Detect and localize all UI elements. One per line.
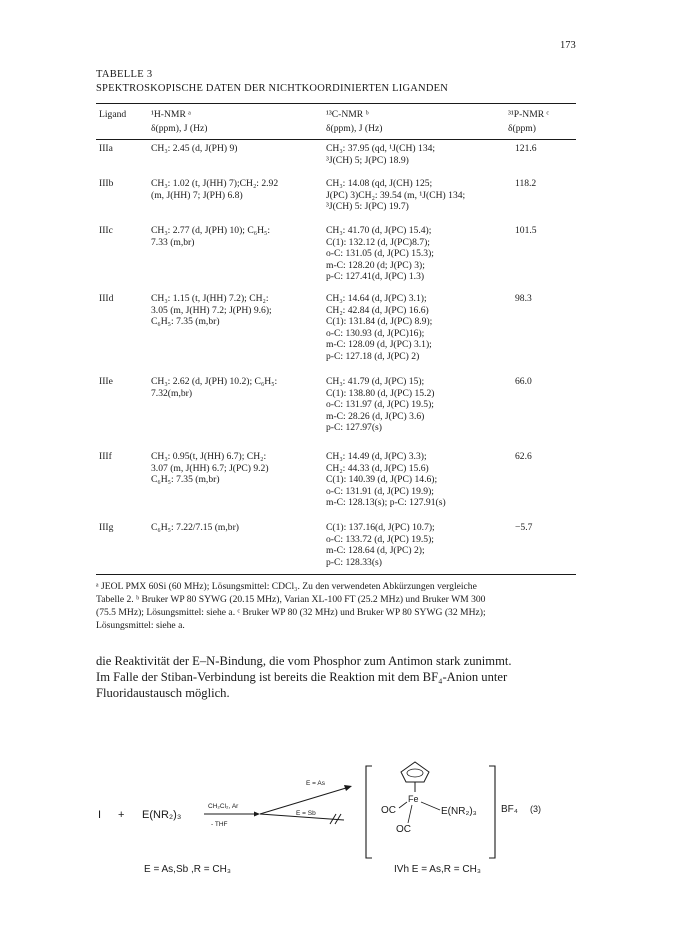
body-paragraph: [96, 653, 586, 701]
cell-h-nmr: [151, 451, 323, 486]
c-nmr-line: C(1): 137.16(d, J(PC) 10.7);: [326, 522, 435, 533]
h-nmr-line: C₆H₅: 7.22/7.15 (m,br): [151, 522, 239, 533]
c-nmr-line: m-C: 128.09 (d, J(PC) 3.1);: [326, 339, 432, 350]
c-nmr-line: J(PC) 3)CH₂: 39.54 (m, ¹J(CH) 134;: [326, 189, 466, 201]
cell-c-nmr: [326, 225, 504, 283]
h-nmr-line: CH₃: 2.45 (d, J(PH) 9): [151, 143, 238, 154]
c-nmr-line: ³J(CH) 5; J(PC) 18.9): [326, 154, 409, 166]
h-nmr-line: CH₃: 2.77 (d, J(PH) 10); C₆H₅:: [151, 225, 271, 236]
complex-metal: Fe: [408, 794, 419, 804]
c-nmr-line: CH₃: 14.08 (qd, J(CH) 125;: [326, 178, 433, 189]
complex-ligand: E(NR₂)₃: [441, 806, 477, 817]
header-p-nmr-units: δ(ppm): [508, 123, 536, 134]
h-nmr-line: 7.33 (m,br): [151, 236, 195, 248]
h-nmr-line: 3.05 (m, J(HH) 7.2; J(PH) 9.6);: [151, 304, 272, 316]
table-title: TABELLE 3: [96, 69, 153, 80]
table-header-rule: [96, 139, 576, 140]
cell-h-nmr: [151, 225, 323, 248]
h-nmr-line: CH₃: 0.95(t, J(HH) 6.7); CH₂:: [151, 451, 267, 462]
header-h-nmr: ¹H-NMR ᵃ: [151, 109, 191, 120]
h-nmr-line: 3.07 (m, J(HH) 6.7; J(PC) 9.2): [151, 462, 269, 474]
cell-h-nmr: [151, 293, 323, 328]
header-c-nmr-units: δ(ppm), J (Hz): [326, 123, 383, 134]
cell-p-nmr: 66.0: [515, 376, 532, 387]
footnote-line: ᵃ JEOL PMX 60Si (60 MHz); Lösungsmittel: CDCl₃. Zu den verwendeten Abkürzungen vergleiche: [96, 581, 477, 592]
c-nmr-line: o-C: 130.93 (d, J(PC)16);: [326, 327, 425, 339]
c-nmr-line: CH₂: 42.84 (d, J(PC) 16.6): [326, 304, 429, 316]
equation-number: (3): [530, 804, 541, 814]
cell-p-nmr: −5.7: [515, 522, 533, 533]
cell-ligand: IIIf: [99, 451, 112, 462]
h-nmr-line: CH₃: 1.15 (t, J(HH) 7.2); CH₂:: [151, 293, 269, 304]
table-footnote: [96, 580, 580, 632]
branch-as-arrowhead: [344, 785, 352, 791]
c-nmr-line: m-C: 128.64 (d, J(PC) 2);: [326, 545, 425, 556]
anion: BF₄: [501, 804, 518, 815]
right-bracket: [489, 766, 495, 858]
table-top-rule: [96, 103, 576, 104]
cyclopentadienyl-ring: [401, 762, 429, 782]
header-h-nmr-units: δ(ppm), J (Hz): [151, 123, 208, 134]
cell-p-nmr: 121.6: [515, 143, 537, 154]
branch-as-label: E = As: [306, 780, 325, 787]
c-nmr-line: ³J(CH) 5: J(PC) 19.7): [326, 201, 409, 212]
cell-ligand: IIId: [99, 293, 114, 304]
cell-p-nmr: 101.5: [515, 225, 537, 236]
ring-aromatic-circle: [407, 769, 423, 777]
cell-ligand: IIIc: [99, 225, 113, 236]
h-nmr-line: C₆H₅: 7.35 (m,br): [151, 474, 220, 485]
c-nmr-line: p-C: 127.41(d, J(PC) 1.3): [326, 271, 425, 282]
cell-p-nmr: 98.3: [515, 293, 532, 304]
table-bottom-rule: [96, 574, 576, 575]
table-subtitle: SPEKTROSKOPISCHE DATEN DER NICHTKOORDINIERTEN LIGANDEN: [96, 83, 448, 94]
cell-ligand: IIIb: [99, 178, 114, 189]
reactant-2: E(NR₂)₃: [142, 809, 182, 821]
cell-ligand: IIIa: [99, 143, 113, 154]
c-nmr-line: o-C: 131.97 (d, J(PC) 19.5);: [326, 399, 434, 410]
fe-co-bond-2: [408, 805, 412, 823]
reaction-equation: [96, 752, 596, 877]
c-nmr-line: C(1): 138.80 (d, J(PC) 15.2): [326, 387, 435, 399]
reaction-scheme: [96, 752, 596, 877]
cell-h-nmr: [151, 376, 323, 399]
c-nmr-line: C(1): 140.39 (d, J(PC) 14.6);: [326, 474, 438, 485]
header-c-nmr: ¹³C-NMR ᵇ: [326, 109, 369, 120]
c-nmr-line: CH₃: 14.64 (d, J(PC) 3.1);: [326, 293, 427, 304]
conditions-top: CH₂Cl₂, Ar: [208, 803, 239, 810]
complex-co-2: OC: [396, 824, 411, 835]
reactant-1: I: [98, 809, 102, 821]
c-nmr-line: CH₂: 44.33 (d, J(PC) 15.6): [326, 462, 429, 474]
arrow-head: [254, 812, 260, 817]
caption-left: E = As,Sb ,R = CH₃: [144, 864, 231, 875]
h-nmr-line: CH₃: 1.02 (t, J(HH) 7);CH₂: 2.92: [151, 178, 279, 189]
c-nmr-line: C(1): 131.84 (d, J(PC) 8.9);: [326, 316, 433, 327]
fe-co-bond-1: [399, 802, 407, 808]
c-nmr-line: o-C: 131.05 (d, J(PC) 15.3);: [326, 248, 434, 259]
c-nmr-line: p-C: 127.18 (d, J(PC) 2): [326, 350, 420, 362]
h-nmr-line: 7.32(m,br): [151, 387, 193, 399]
cell-c-nmr: [326, 451, 504, 509]
cell-h-nmr: [151, 178, 323, 201]
cell-p-nmr: 62.6: [515, 451, 532, 462]
plus-sign: +: [118, 809, 125, 821]
left-bracket: [366, 766, 372, 858]
cell-h-nmr: [151, 522, 323, 534]
body-line: Fluoridaustausch möglich.: [96, 686, 230, 700]
c-nmr-line: o-C: 131.91 (d, J(PC) 19.9);: [326, 485, 434, 497]
c-nmr-line: o-C: 133.72 (d, J(PC) 19.5);: [326, 533, 434, 545]
header-ligand: Ligand: [99, 109, 127, 120]
c-nmr-line: CH₃: 41.70 (d, J(PC) 15.4);: [326, 225, 432, 236]
c-nmr-line: p-C: 127.97(s): [326, 422, 382, 433]
h-nmr-line: (m, J(HH) 7; J(PH) 6.8): [151, 189, 243, 201]
fe-e-bond: [421, 802, 440, 810]
c-nmr-line: p-C: 128.33(s): [326, 556, 382, 568]
branch-sb-label: E = Sb: [296, 810, 316, 817]
footnote-line: (75.5 MHz); Lösungsmittel: siehe a. ᶜ Bruker WP 80 (32 MHz) und Bruker WP 80 SYWG (32 MHz);: [96, 607, 486, 618]
h-nmr-line: CH₃: 2.62 (d, J(PH) 10.2); C₆H₅:: [151, 376, 278, 387]
c-nmr-line: m-C: 128.20 (d; J(PC) 3);: [326, 259, 425, 271]
h-nmr-line: C₆H₅: 7.35 (m,br): [151, 316, 220, 327]
conditions-bottom: - THF: [211, 821, 228, 828]
body-line: die Reaktivität der E–N-Bindung, die vom Phosphor zum Antimon stark zunimmt.: [96, 654, 512, 668]
body-line: Im Falle der Stiban-Verbindung ist bereits die Reaktion mit dem BF₄-Anion unter: [96, 670, 508, 684]
cell-ligand: IIIg: [99, 522, 114, 533]
cell-c-nmr: [326, 376, 504, 434]
page-number: 173: [560, 40, 576, 51]
c-nmr-line: C(1): 132.12 (d, J(PC)8.7);: [326, 236, 430, 248]
c-nmr-line: CH₃: 37.95 (qd, ¹J(CH) 134;: [326, 143, 436, 154]
cell-c-nmr: [326, 143, 504, 166]
cell-c-nmr: [326, 522, 504, 568]
cell-c-nmr: [326, 178, 504, 213]
cell-ligand: IIIe: [99, 376, 113, 387]
cell-c-nmr: [326, 293, 504, 362]
c-nmr-line: CH₃: 14.49 (d, J(PC) 3.3);: [326, 451, 427, 462]
c-nmr-line: m-C: 128.13(s); p-C: 127.91(s): [326, 497, 446, 508]
complex-co-1: OC: [381, 805, 396, 816]
c-nmr-line: m-C: 28.26 (d, J(PC) 3.6): [326, 410, 425, 422]
footnote-line: Lösungsmittel: siehe a.: [96, 620, 185, 631]
c-nmr-line: CH₃: 41.79 (d, J(PC) 15);: [326, 376, 425, 387]
header-p-nmr: ³¹P-NMR ᶜ: [508, 109, 549, 120]
caption-right: IVh E = As,R = CH₃: [394, 864, 481, 875]
cell-h-nmr: [151, 143, 323, 155]
cell-p-nmr: 118.2: [515, 178, 537, 189]
footnote-line: Tabelle 2. ᵇ Bruker WP 80 SYWG (20.15 MHz), Varian XL-100 FT (25.2 MHz) und Bruker WM 300: [96, 594, 486, 605]
